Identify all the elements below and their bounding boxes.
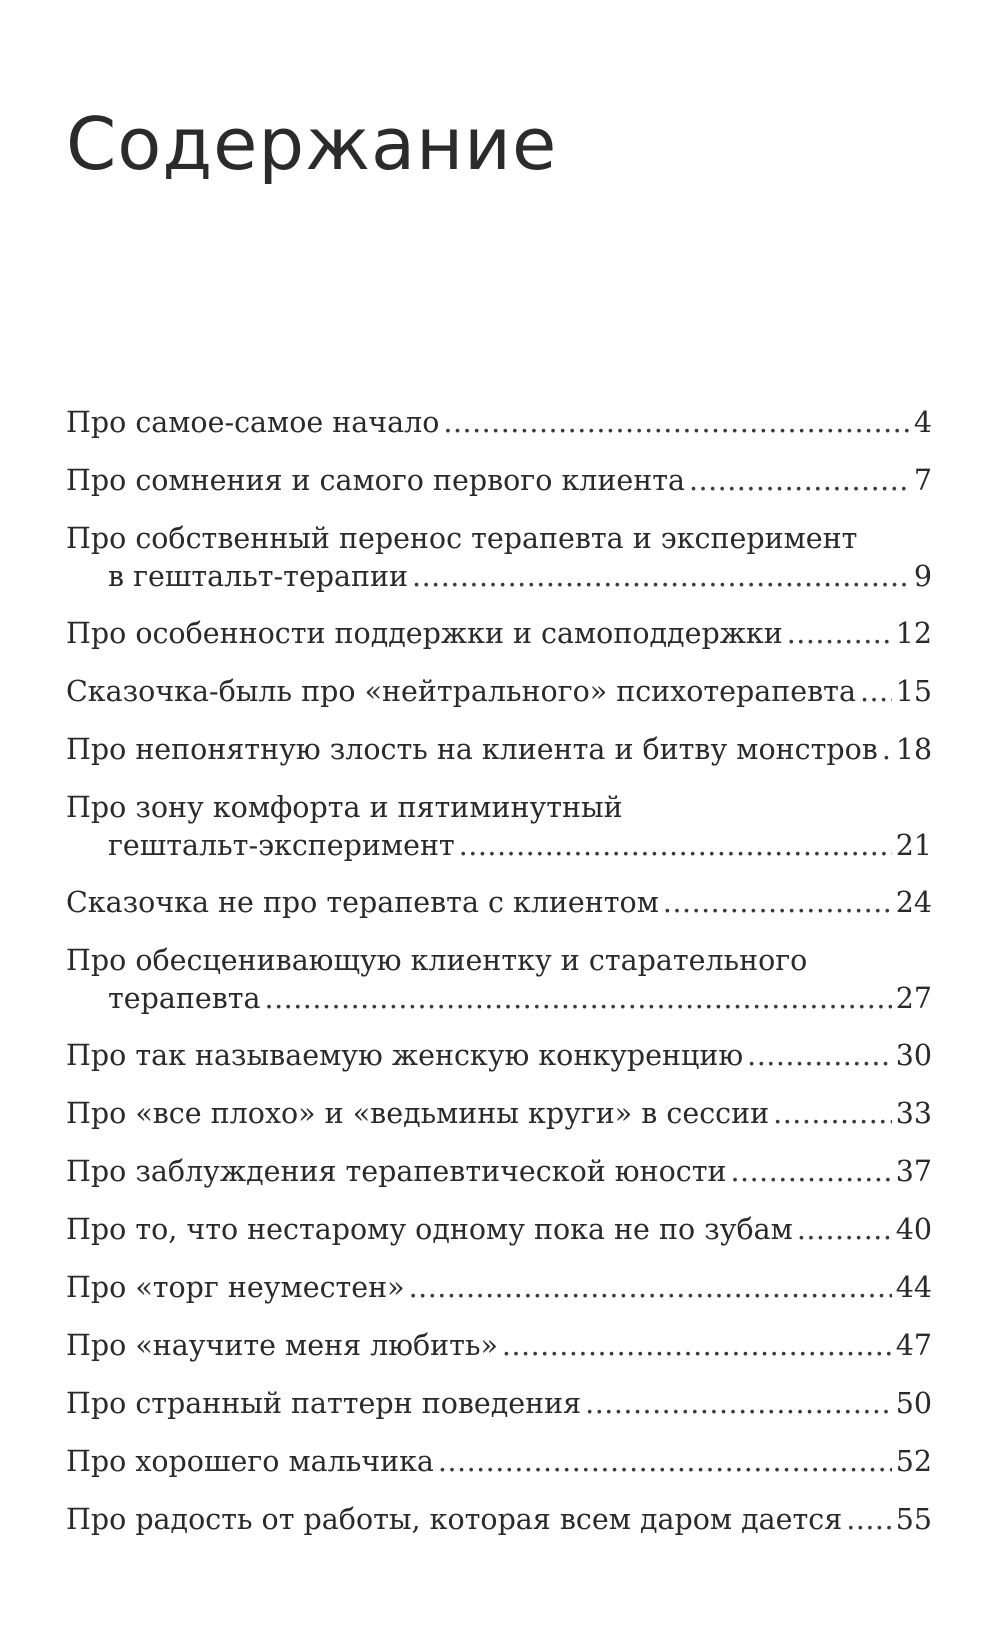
- dot-leader: [730, 1153, 891, 1191]
- dot-leader: [689, 462, 910, 500]
- toc-entry-title: Про особенности поддержки и самоподдержки: [66, 617, 783, 650]
- toc-entry[interactable]: [66, 884, 932, 922]
- toc-entry-title: Про собственный перенос терапевта и эксперимент: [66, 522, 858, 555]
- dot-leader: [787, 615, 892, 653]
- toc-page-number: 37: [895, 1155, 932, 1188]
- toc-entry[interactable]: [66, 1211, 932, 1249]
- toc-entry[interactable]: [66, 462, 932, 500]
- toc-page-number: 47: [895, 1329, 932, 1362]
- toc-entry[interactable]: [66, 615, 932, 653]
- toc-entry-title: Про «все плохо» и «ведьмины круги» в сессии: [66, 1097, 770, 1130]
- toc-page-number: 50: [895, 1387, 932, 1420]
- toc-entry-title: Про странный паттерн поведения: [66, 1387, 582, 1420]
- toc-entry-title: Сказочка не про терапевта с клиентом: [66, 886, 659, 919]
- toc-entry[interactable]: [66, 673, 932, 711]
- toc-entry-title: Про сомнения и самого первого клиента: [66, 464, 685, 497]
- dot-leader: [459, 827, 892, 865]
- toc-page-number: 52: [895, 1445, 932, 1478]
- toc-entry[interactable]: [66, 731, 932, 769]
- toc-entry-title: Про обесценивающую клиентку и старательного: [66, 944, 808, 977]
- toc-entry[interactable]: [66, 404, 932, 442]
- table-of-contents: [66, 404, 932, 1559]
- toc-entry[interactable]: [66, 1095, 932, 1133]
- toc-page-number: 18: [895, 733, 933, 766]
- dot-leader: [585, 1385, 892, 1423]
- page-title: Содержание: [66, 102, 558, 186]
- toc-entry-title: Про то, что нестарому одному пока не по зубам: [66, 1213, 793, 1246]
- toc-page-number: 12: [895, 617, 932, 650]
- dot-leader: [882, 731, 892, 769]
- toc-entry[interactable]: [66, 1443, 932, 1481]
- toc-page-number: 33: [895, 1097, 932, 1130]
- toc-entry[interactable]: [66, 520, 932, 596]
- toc-entry[interactable]: [66, 1269, 932, 1307]
- toc-page-number: 21: [895, 829, 932, 862]
- toc-entry-title: Про заблуждения терапевтической юности: [66, 1155, 727, 1188]
- toc-page-number: 27: [895, 982, 932, 1015]
- dot-leader: [265, 980, 892, 1018]
- toc-entry-title-continuation: гештальт-эксперимент: [108, 829, 455, 862]
- toc-entry[interactable]: [66, 1153, 932, 1191]
- toc-entry-title: Про так называемую женскую конкуренцию: [66, 1039, 744, 1072]
- toc-entry-title: Про непонятную злость на клиента и битву монстров: [66, 733, 878, 766]
- toc-page-number: 40: [895, 1213, 932, 1246]
- toc-entry-title: Про «научите меня любить»: [66, 1329, 498, 1362]
- toc-entry-title-continuation: в гештальт-терапии: [108, 560, 409, 593]
- toc-page-number: 15: [895, 675, 932, 708]
- toc-entry-title: Про «торг неуместен»: [66, 1271, 405, 1304]
- dot-leader: [860, 673, 892, 711]
- toc-page-number: 7: [913, 464, 932, 497]
- toc-entry[interactable]: [66, 1327, 932, 1365]
- toc-entry[interactable]: [66, 1385, 932, 1423]
- dot-leader: [773, 1095, 892, 1133]
- dot-leader: [663, 884, 892, 922]
- toc-page-number: 4: [913, 406, 932, 439]
- toc-page-number: 9: [913, 560, 932, 593]
- toc-page-number: 44: [895, 1271, 932, 1304]
- dot-leader: [438, 1443, 892, 1481]
- toc-entry-title: Про хорошего мальчика: [66, 1445, 434, 1478]
- dot-leader: [443, 404, 909, 442]
- toc-entry[interactable]: [66, 1037, 932, 1075]
- toc-page-number: 55: [895, 1503, 932, 1536]
- dot-leader: [797, 1211, 892, 1249]
- dot-leader: [846, 1501, 892, 1539]
- toc-page-number: 30: [895, 1039, 932, 1072]
- dot-leader: [502, 1327, 892, 1365]
- dot-leader: [747, 1037, 892, 1075]
- toc-entry[interactable]: [66, 942, 932, 1018]
- toc-entry-title: Про самое-самое начало: [66, 406, 440, 439]
- toc-entry[interactable]: [66, 789, 932, 865]
- toc-entry-title: Про зону комфорта и пятиминутный: [66, 791, 623, 824]
- dot-leader: [412, 558, 910, 596]
- dot-leader: [409, 1269, 892, 1307]
- toc-entry[interactable]: [66, 1501, 932, 1539]
- toc-entry-title-continuation: терапевта: [108, 982, 261, 1015]
- toc-entry-title: Сказочка-быль про «нейтрального» психотерапевта: [66, 675, 856, 708]
- toc-entry-title: Про радость от работы, которая всем даром дается: [66, 1503, 843, 1536]
- toc-page-number: 24: [895, 886, 932, 919]
